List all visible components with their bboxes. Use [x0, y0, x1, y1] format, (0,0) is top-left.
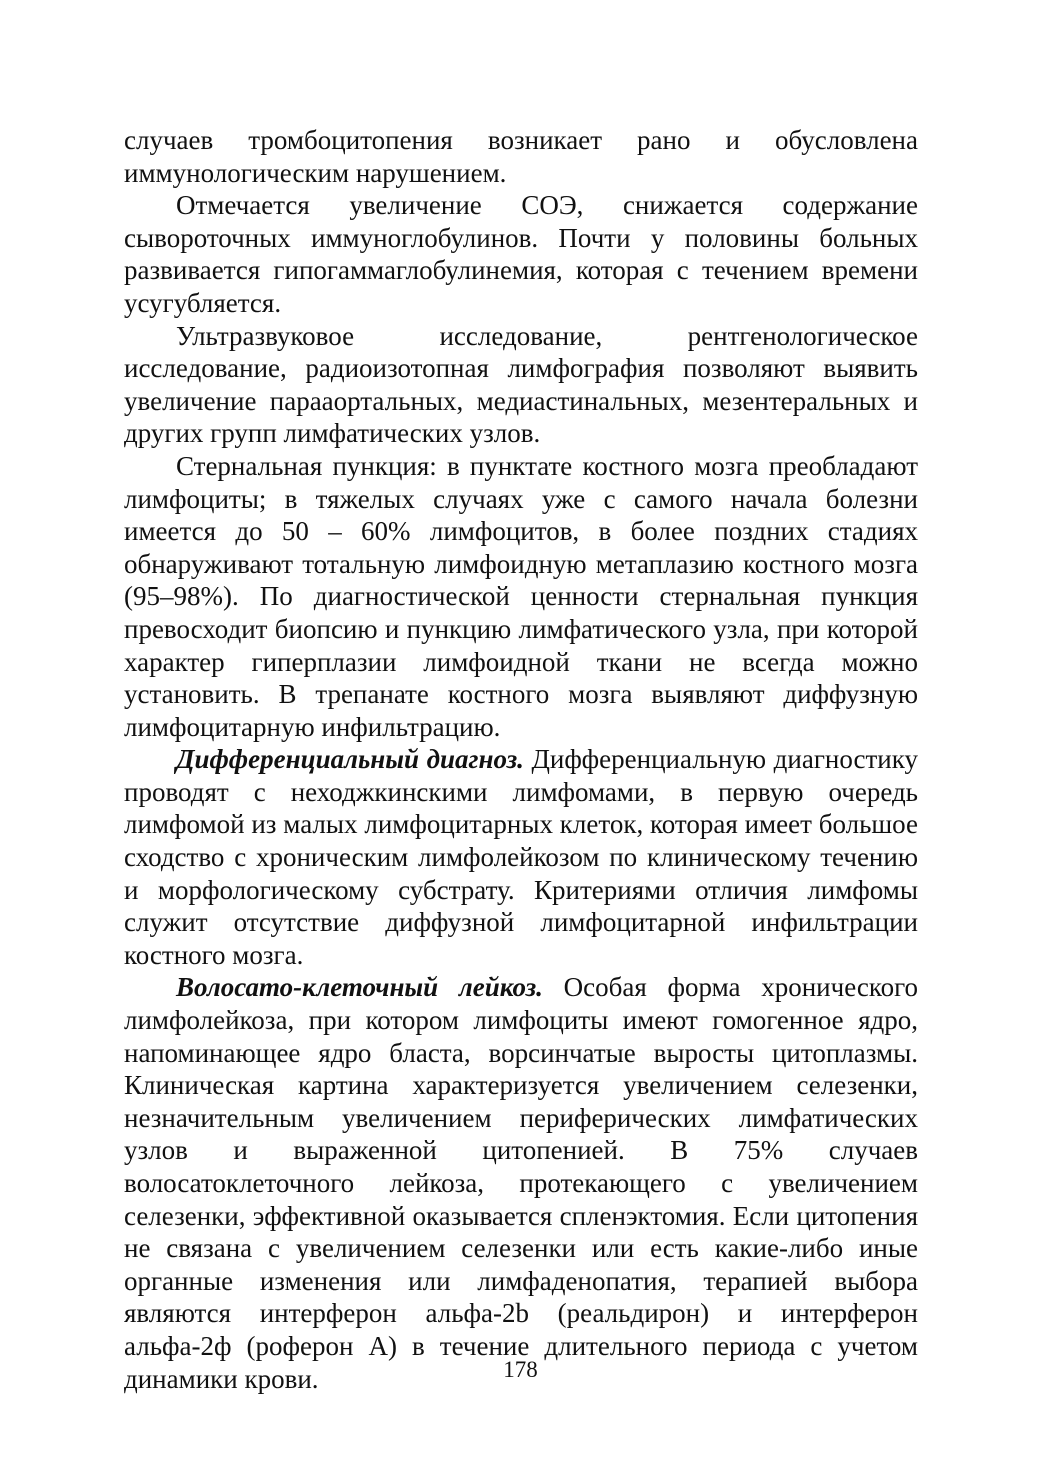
- page-number: 178: [503, 1357, 538, 1382]
- paragraph-continuation: случаев тромбоцитопения возникает рано и обусловлена иммунологическим нарушением.: [124, 125, 918, 188]
- paragraph-esr: Отмечается увеличение СОЭ, снижается содержание сывороточных иммуноглобулинов. Почти у половины больных развивается гипогаммаглобулинемия, которая с течением времени усугубляется.: [124, 190, 918, 318]
- differential-diagnosis-text: Дифференциальную диагностику проводят с неходжкинскими лимфомами, в первую очередь лимфомой из малых лимфоцитарных клеток, которая имеет большое сходство с хроническим лимфолейкозом по клиническому течению и морфологическому субстрату. Критериями отличия лимфомы служит отсутствие диффузной лимфоцитарной инфильтрации костного мозга.: [124, 744, 918, 970]
- hairy-cell-leukemia-text: Особая форма хронического лимфолейкоза, при котором лимфоциты имеют гомогенное ядро, напоминающее ядро бласта, ворсинчатые выросты цитоплазмы. Клиническая картина характеризуется увеличением селезенки, незначительным увеличением периферических лимфатических узлов и выраженной цитопенией. В 75% случаев волосатоклеточного лейкоза, протекающего с увеличением селезенки, эффективной оказывается спленэктомия. Если цитопения не связана с увеличением селезенки или есть какие-либо иные органные изменения или лимфаденопатия, терапией выбора являются интерферон альфа-2b (реальдирон) и интерферон альфа-2ф (роферон А) в течение длительного периода с учетом динамики крови.: [124, 972, 918, 1394]
- paragraph-differential-diagnosis: [124, 743, 918, 971]
- differential-diagnosis-heading: Дифференциальный диагноз.: [176, 744, 524, 775]
- paragraph-hairy-cell-leukemia: [124, 971, 918, 1395]
- page-body: [124, 124, 918, 1395]
- paragraph-sternal-puncture: Стернальная пункция: в пунктате костного мозга преобладают лимфоциты; в тяжелых случаях уже с самого начала болезни имеется до 50 – 60% лимфоцитов, в более поздних стадиях обнаруживают тотальную лимфоидную метаплазию костного мозга (95–98%). По диагностической ценности стернальная пункция превосходит биопсию и пункцию лимфатического узла, при которой характер гиперплазии лимфоидной ткани не всегда можно установить. В трепанате костного мозга выявляют диффузную лимфоцитарную инфильтрацию.: [124, 450, 918, 742]
- paragraph-imaging: Ультразвуковое исследование, рентгенологическое исследование, радиоизотопная лимфография позволяют выявить увеличение парааортальных, медиастинальных, мезентеральных и других групп лимфатических узлов.: [124, 320, 918, 449]
- hairy-cell-leukemia-heading: Волосато-клеточный лейкоз.: [176, 972, 543, 1003]
